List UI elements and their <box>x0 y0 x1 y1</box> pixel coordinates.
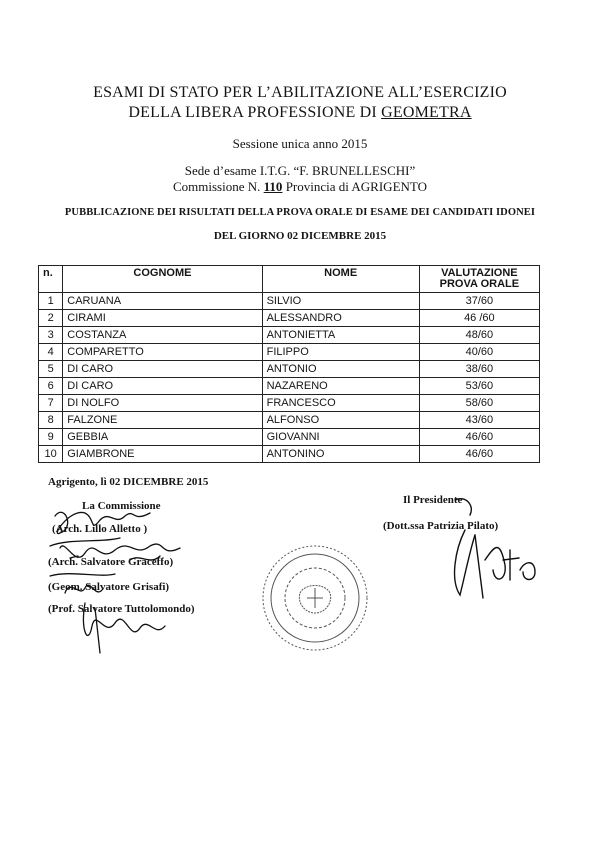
place-date: Agrigento, lì 02 DICEMBRE 2015 <box>48 476 209 488</box>
cell-valutazione: 46/60 <box>419 429 539 446</box>
cell-nome: GIOVANNI <box>262 429 419 446</box>
cell-valutazione: 40/60 <box>419 344 539 361</box>
table-header-row <box>39 266 540 293</box>
cell-cognome: CARUANA <box>63 293 262 310</box>
cell-valutazione: 46 /60 <box>419 310 539 327</box>
table-row <box>39 327 540 344</box>
commission-number: 110 <box>263 179 283 194</box>
exam-date-line: DEL GIORNO 02 DICEMBRE 2015 <box>213 230 387 242</box>
publication-heading: PUBBLICAZIONE DEI RISULTATI DELLA PROVA ORALE DI ESAME DEI CANDIDATI IDONEI <box>64 207 536 218</box>
table-row <box>39 378 540 395</box>
cell-cognome: DI CARO <box>63 378 262 395</box>
president-signature <box>415 490 555 600</box>
title-line-2-prefix: DELLA LIBERA PROFESSIONE DI <box>128 104 382 121</box>
cell-valutazione: 48/60 <box>419 327 539 344</box>
header-nome: NOME <box>262 266 419 293</box>
cell-n: 3 <box>39 327 63 344</box>
cell-cognome: GEBBIA <box>63 429 262 446</box>
title-line-2 <box>60 104 540 122</box>
table-row <box>39 293 540 310</box>
header-n: n. <box>39 266 63 293</box>
header-cognome: COGNOME <box>63 266 262 293</box>
cell-nome: ALFONSO <box>262 412 419 429</box>
commission-label: La Commissione <box>82 500 161 512</box>
cell-valutazione: 53/60 <box>419 378 539 395</box>
cell-n: 5 <box>39 361 63 378</box>
cell-n: 9 <box>39 429 63 446</box>
cell-n: 10 <box>39 446 63 463</box>
cell-n: 7 <box>39 395 63 412</box>
cell-n: 4 <box>39 344 63 361</box>
table-row <box>39 446 540 463</box>
cell-cognome: GIAMBRONE <box>63 446 262 463</box>
table-row <box>39 429 540 446</box>
commission-signatures <box>40 498 240 658</box>
table-row <box>39 395 540 412</box>
results-table <box>38 265 540 463</box>
cell-n: 1 <box>39 293 63 310</box>
commission-prefix: Commissione N. <box>172 179 264 194</box>
member-2: (Arch. Salvatore Graceffo) <box>48 556 174 568</box>
cell-nome: ANTONINO <box>262 446 419 463</box>
session-line: Sessione unica anno 2015 <box>232 136 368 151</box>
cell-cognome: CIRAMI <box>63 310 262 327</box>
header-valutazione: VALUTAZIONE PROVA ORALE <box>419 266 539 293</box>
member-1: (Arch. Lillo Alletto ) <box>52 523 148 535</box>
cell-nome: ALESSANDRO <box>262 310 419 327</box>
cell-nome: ANTONIETTA <box>262 327 419 344</box>
table-row <box>39 310 540 327</box>
table-row <box>39 344 540 361</box>
president-label: Il Presidente <box>403 494 463 506</box>
official-stamp-icon <box>255 538 375 658</box>
table-row <box>39 412 540 429</box>
commission-line <box>60 179 540 195</box>
cell-cognome: DI NOLFO <box>63 395 262 412</box>
cell-n: 8 <box>39 412 63 429</box>
table-row <box>39 361 540 378</box>
cell-cognome: DI CARO <box>63 361 262 378</box>
president-name: (Dott.ssa Patrizia Pilato) <box>383 520 499 532</box>
member-4: (Prof. Salvatore Tuttolomondo) <box>48 603 195 615</box>
cell-valutazione: 38/60 <box>419 361 539 378</box>
seat-line: Sede d’esame I.T.G. “F. BRUNELLESCHI” <box>184 163 416 178</box>
cell-nome: FRANCESCO <box>262 395 419 412</box>
cell-cognome: FALZONE <box>63 412 262 429</box>
cell-nome: SILVIO <box>262 293 419 310</box>
cell-n: 2 <box>39 310 63 327</box>
cell-n: 6 <box>39 378 63 395</box>
cell-cognome: COMPARETTO <box>63 344 262 361</box>
commission-suffix: Provincia di AGRIGENTO <box>282 179 427 194</box>
cell-valutazione: 46/60 <box>419 446 539 463</box>
cell-valutazione: 58/60 <box>419 395 539 412</box>
cell-nome: NAZARENO <box>262 378 419 395</box>
title-profession: GEOMETRA <box>381 104 472 121</box>
cell-nome: FILIPPO <box>262 344 419 361</box>
member-3: (Geom. Salvatore Grisafi) <box>48 581 170 593</box>
cell-nome: ANTONIO <box>262 361 419 378</box>
cell-valutazione: 43/60 <box>419 412 539 429</box>
cell-valutazione: 37/60 <box>419 293 539 310</box>
cell-cognome: COSTANZA <box>63 327 262 344</box>
title-line-1: ESAMI DI STATO PER L’ABILITAZIONE ALL’ESERCIZIO <box>93 84 507 101</box>
